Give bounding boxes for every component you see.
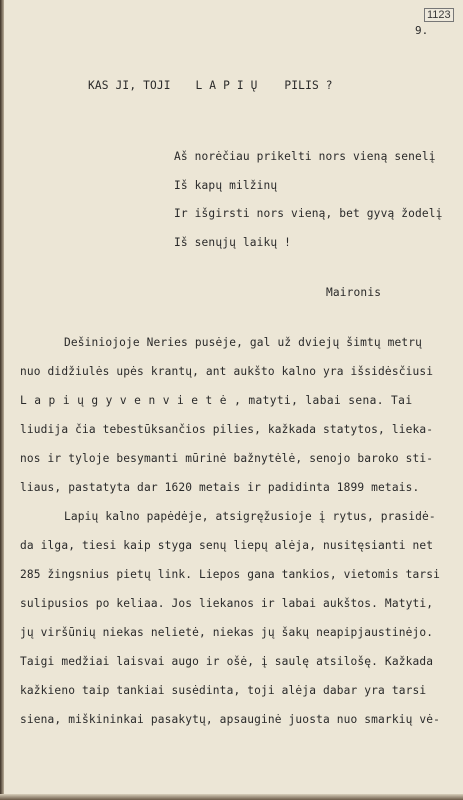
paragraph-line: Dešiniojoje Neries pusėje, gal už dviejų šimtų metrų xyxy=(64,336,423,349)
paragraph-line: siena, miškininkai pasakytų, apsauginė juosta nuo smarkių vė- xyxy=(20,713,441,726)
paragraph-line: liudija čia tebestūksančios pilies, kažkada statytos, lieka- xyxy=(20,423,434,436)
paragraph-line: da ilga, tiesi kaip styga senų liepų alėja, nusitęsianti net xyxy=(20,539,434,552)
title-part-2: L A P I Ų xyxy=(195,79,258,92)
paragraph-line: nuo didžiulės upės krantų, ant aukšto kalno yra išsidėsčiusi xyxy=(20,365,434,378)
epigraph-line: Iš senųjų laikų ! xyxy=(174,236,292,249)
paragraph-line: nos ir tyloje besymanti mūrinė bažnytėlė, senojo baroko sti- xyxy=(20,452,434,465)
paragraph-line: kažkieno taip tankiai susėdinta, toji alėja dabar yra tarsi xyxy=(20,684,427,697)
epigraph-author: Maironis xyxy=(326,286,382,299)
title-part-3: PILIS ? xyxy=(284,79,333,92)
paragraph-line: jų viršūnių niekas nelietė, niekas jų šakų neapipjaustinėjo. xyxy=(20,626,434,639)
page-number: 9. xyxy=(415,24,429,37)
paragraph-line: 285 žingsnius pietų link. Liepos gana tankios, vietomis tarsi xyxy=(20,568,441,581)
paragraph-line: sulipusios po keliaa. Jos liekanos ir labai aukštos. Matyti, xyxy=(20,597,434,610)
archive-number: 1123 xyxy=(424,8,454,22)
page-title xyxy=(88,79,333,93)
page-bottom-edge xyxy=(0,794,463,800)
paragraph-line: L a p i ų g y v e n v i e t ė , matyti, labai sena. Tai xyxy=(20,394,413,407)
paragraph-line: Lapių kalno papėdėje, atsigręžusioje į rytus, prasidė- xyxy=(64,510,436,523)
epigraph-line: Aš norėčiau prikelti nors vieną senelį xyxy=(174,150,436,163)
epigraph-line: Iš kapų milžinų xyxy=(174,179,278,192)
epigraph-line: Ir išgirsti nors vieną, bet gyvą žodelį xyxy=(174,207,443,220)
paragraph-line: liaus, pastatyta dar 1620 metais ir padidinta 1899 metais. xyxy=(20,481,420,494)
page-left-edge xyxy=(0,0,4,800)
paragraph-line: Taigi medžiai laisvai augo ir ošė, į saulę atsilošę. Kažkada xyxy=(20,655,434,668)
title-part-1: KAS JI, TOJI xyxy=(88,79,171,92)
